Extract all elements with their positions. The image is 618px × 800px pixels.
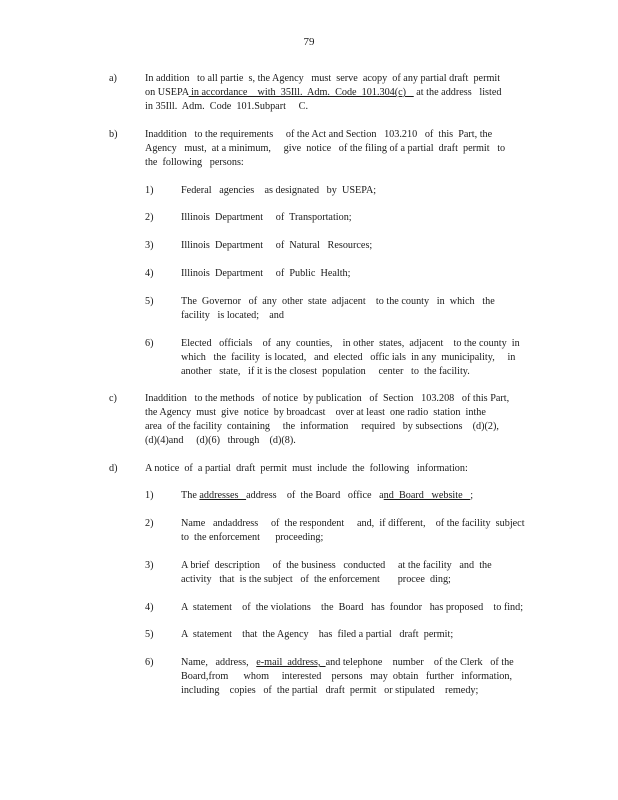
inserted-text: in accordance with 35Ill. Adm. Code 101.304(c)	[188, 87, 414, 98]
text-line: Inaddition to the methods of notice by publication of Section 103.208 of this Part,	[145, 393, 510, 404]
inserted-text: addresses	[199, 490, 247, 501]
text-line: area of the facility containing the information required by subsections (d)(2),	[145, 421, 499, 432]
text-line: In addition to all partie s, the Agency must serve acopy of any partial draft permit	[145, 73, 501, 84]
section-label: a)	[109, 73, 117, 84]
section-text	[145, 128, 540, 170]
section-label: b)	[109, 129, 118, 140]
section-text	[145, 72, 540, 114]
text-line: Inaddition to the requirements of the Act and Section 103.210 of this Part, the	[145, 129, 493, 140]
text-line: in 35Ill. Adm. Code 101.Subpart C.	[145, 101, 308, 112]
page-number: 79	[303, 36, 315, 48]
section-label: c)	[109, 393, 117, 404]
text-line: A notice of a partial draft permit must include the following information:	[145, 463, 468, 474]
text-line: the following persons:	[145, 157, 244, 168]
section-text	[145, 392, 540, 448]
text-line: Agency must, at a minimum, give notice of the filing of a partial draft permit to	[145, 143, 506, 154]
section-text	[145, 462, 540, 476]
text-line: (d)(4)and (d)(6) through (d)(8).	[145, 435, 296, 446]
inserted-text: nd Board website	[383, 490, 471, 501]
text-line: the Agency must give notice by broadcast over at least one radio station inthe	[145, 407, 486, 418]
inserted-text: e-mail address,	[256, 657, 326, 668]
section-label: d)	[109, 463, 118, 474]
text-line: on USEPA in accordance with 35Ill. Adm. Code 101.304(c) at the address listed	[145, 87, 502, 98]
